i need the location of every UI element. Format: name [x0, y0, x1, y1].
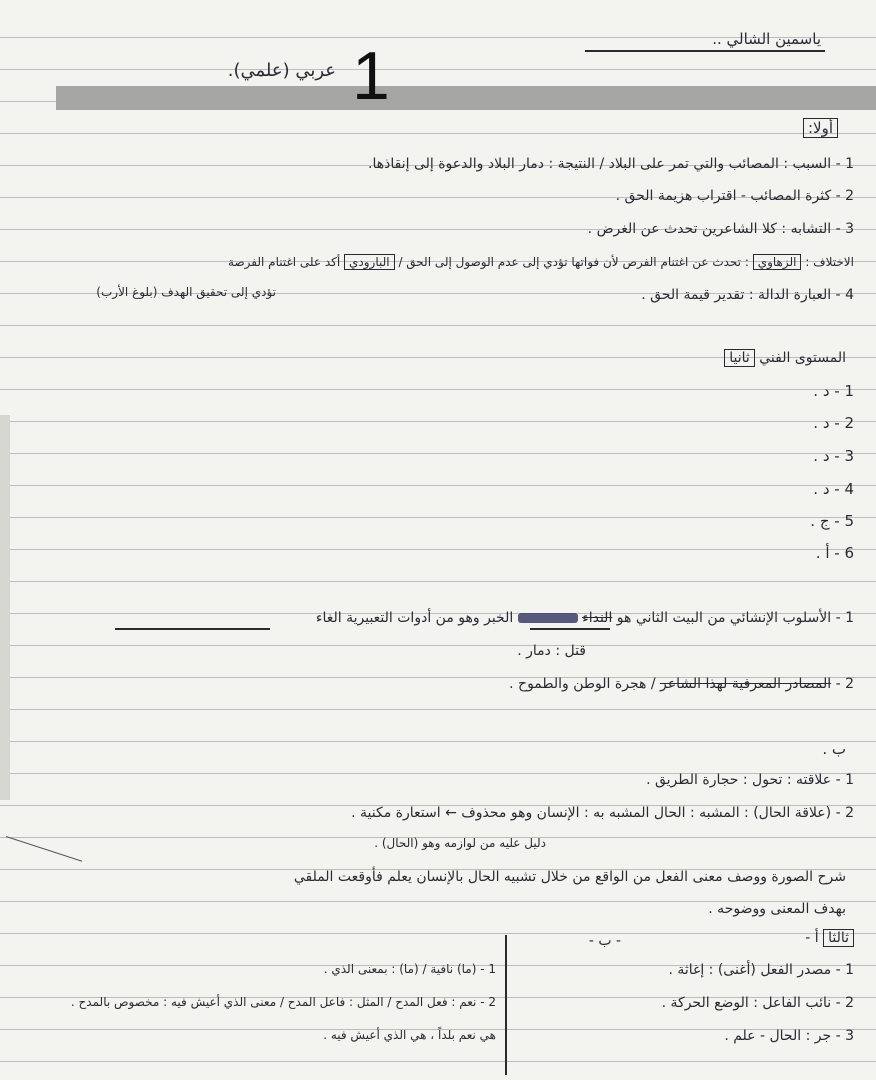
part-b-line-1-prefix: 1 - الأسلوب الإنشائي من البيت الثاني هو	[616, 610, 854, 626]
section-label-first: أولا:	[803, 118, 838, 138]
part-b-line-2-prefix: 2 -	[835, 676, 854, 692]
subject-title: عربي (علمي).	[227, 60, 336, 81]
section-c-right-2: 2 - نائب الفاعل : الوضع الحركة .	[661, 995, 854, 1011]
difference-continuation: تؤدي إلى تحقيق الهدف (بلوغ الأرب)	[96, 285, 276, 299]
artistic-answer-5: 5 - ج .	[810, 512, 854, 530]
part-b-line-1	[316, 610, 854, 626]
part-a-line-3: 3 - التشابه : كلا الشاعرين تحدث عن الغرض .	[587, 221, 854, 237]
student-name: ياسمين الشالي ..	[712, 30, 821, 48]
difference-text-1: : تحدث عن اغتنام الفرص لأن فواتها تؤدي إلى عدم الوصول إلى الحق /	[398, 255, 749, 269]
page-number: 1	[352, 38, 390, 114]
artistic-answer-4: 4 - د .	[813, 480, 854, 498]
poet-box-baroudi: البارودي	[344, 254, 395, 270]
difference-lead: الاختلاف :	[805, 255, 854, 269]
section-c-heading	[805, 930, 854, 946]
column-divider	[505, 935, 507, 1075]
section-c-left-3: هي نعم بلداً ، هي الذي أعيش فيه .	[323, 1028, 496, 1042]
section-c-label-prefix: أ -	[805, 930, 819, 946]
part-b-line-1-rest: الخبر وهو من أدوات التعبيرية	[346, 610, 514, 626]
section-b-label: ب .	[822, 740, 846, 758]
section-b-line-1: 1 - علاقته : تحول : حجارة الطريق .	[646, 772, 854, 788]
artistic-level-box: ثانيا	[724, 349, 755, 367]
part-a-line-4: 4 - العبارة الدالة : تقدير قيمة الحق .	[641, 287, 854, 303]
part-b-line-2	[509, 676, 854, 692]
artistic-answer-2: 2 - د .	[813, 414, 854, 432]
artistic-answer-6: 6 - أ .	[815, 544, 854, 562]
artistic-level-label: المستوى الفني	[759, 350, 846, 366]
section-b-line-2: 2 - (علاقة الحال) : المشبه : الحال المشبه به : الإنسان وهو محذوف ← استعارة مكنية .	[351, 805, 854, 821]
part-b-line-1-struck: النداء	[582, 610, 613, 626]
section-c-left-2: 2 - نعم : فعل المدح / المثل : فاعل المدح / معنى الذي أعيش فيه : مخصوص بالمدح .	[70, 995, 496, 1009]
artistic-answer-1: 1 - د .	[813, 382, 854, 400]
section-c-label: ثالثا	[823, 929, 854, 947]
header-highlight-band	[56, 86, 876, 110]
section-b-line-2-cont: دليل عليه من لوازمه وهو (الحال) .	[374, 836, 546, 850]
part-b-line-2-rest: / هجرة الوطن والطموح .	[509, 676, 656, 692]
difference-text-2: أكد على اغتنام الفرصة	[228, 255, 341, 269]
section-c-right-3: 3 - جر : الحال - علم .	[724, 1028, 854, 1044]
page-margin-shadow	[0, 415, 10, 800]
section-b-line-3-cont: بهدف المعنى ووضوحه .	[708, 901, 846, 917]
part-b-line-1-end: الغاء	[315, 610, 342, 626]
ink-scribble	[518, 613, 578, 623]
poet-box-zahawi: الزهاوي	[753, 254, 802, 270]
part-a-line-2: 2 - كثرة المصائب - اقتراب هزيمة الحق .	[615, 188, 854, 204]
part-b-underline-right	[530, 628, 610, 630]
part-b-line-1-sub: قتل : دمار .	[517, 643, 586, 659]
section-c-left-1: 1 - (ما) نافية / (ما) : بمعنى الذي .	[323, 962, 496, 976]
section-c-right-1: 1 - مصدر الفعل (أغنى) : إغاثة .	[668, 962, 854, 978]
part-a-line-1: 1 - السبب : المصائب والتي تمر على البلاد / النتيجة : دمار البلاد والدعوة إلى إنقاذها.	[368, 156, 854, 172]
part-b-line-2-struck: المصادر المعرفية لهذا الشاعر	[660, 676, 832, 692]
artistic-level-heading	[724, 350, 846, 366]
difference-line	[228, 255, 854, 269]
corner-pencil-line	[6, 836, 82, 862]
section-c-left-header: - ب -	[588, 933, 621, 949]
artistic-answer-3: 3 - د .	[813, 447, 854, 465]
section-b-line-3: شرح الصورة ووصف معنى الفعل من الواقع من خلال تشبيه الحال بالإنسان يعلم فأوقعت الملقي	[293, 869, 846, 885]
part-b-underline-left	[115, 628, 270, 630]
name-underline	[585, 50, 825, 52]
